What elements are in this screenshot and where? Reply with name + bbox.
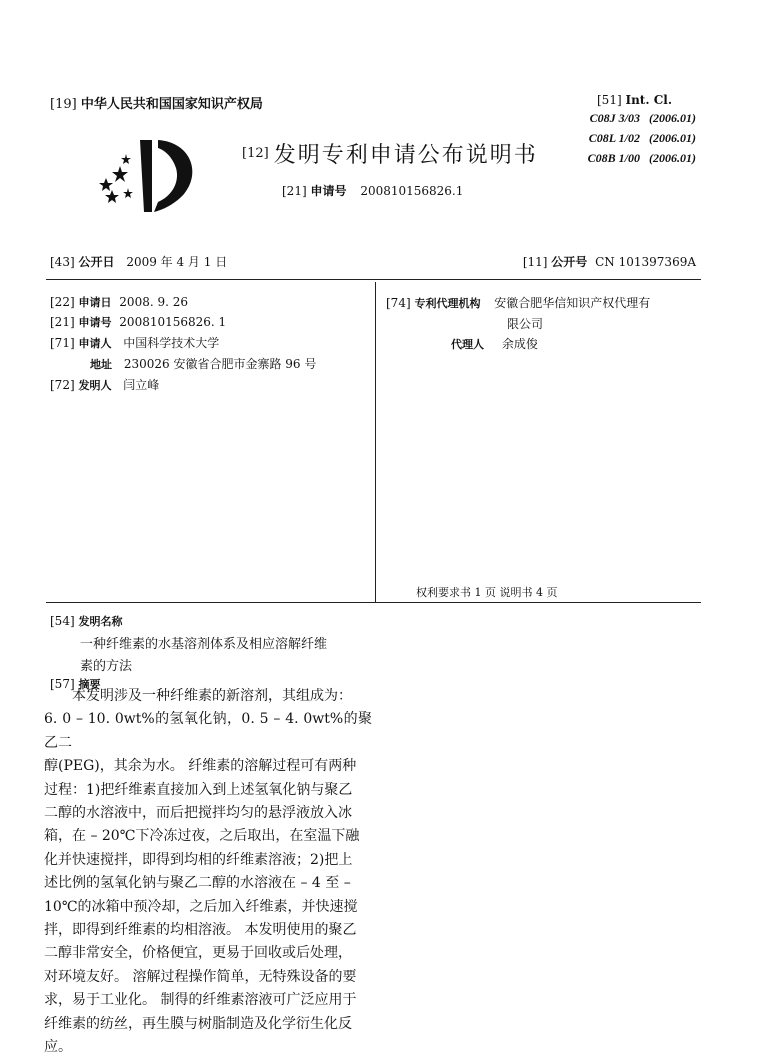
star-icon (99, 178, 113, 191)
ipc-class-2 (589, 131, 696, 146)
inid-74: [74] (386, 296, 411, 310)
address-label: 地址 (90, 358, 112, 371)
abstract-line: 纤维素的纺丝，再生膜与树脂制造及化学衍生化反 (44, 1015, 352, 1032)
pubdate-label: 公开日 (78, 255, 115, 269)
abstract-label: 摘要 (78, 678, 101, 691)
applicant-row (50, 334, 219, 351)
inid-43: [43] (50, 255, 75, 269)
agency-value-line1: 安徽合肥华信知识产权代理有 (494, 296, 651, 310)
inid-21: [21] (50, 315, 75, 329)
appno-label: 申请号 (78, 316, 112, 329)
inid-57: [57] (50, 677, 75, 691)
inid-72: [72] (50, 378, 75, 392)
inid-19: [19] (50, 97, 77, 112)
ipc-code: C08J 3/03 (589, 111, 640, 125)
pubno-label: 公开号 (551, 255, 588, 269)
pubdate-value: 2009 年 4 月 1 日 (126, 255, 228, 269)
invention-title-heading (50, 613, 122, 629)
appno-value-header: 200810156826.1 (360, 184, 464, 198)
sipo-logo (88, 132, 208, 222)
inid-71: [71] (50, 336, 75, 350)
abstract-line: 醇(PEG)，其余为水。 纤维素的溶解过程可有两种 (44, 758, 357, 775)
invention-title-line-2: 素的方法 (80, 659, 133, 674)
inventor-row (50, 376, 159, 393)
star-icon (105, 190, 119, 203)
invention-title-line-1: 一种纤维素的水基溶剂体系及相应溶解纤维 (80, 637, 328, 652)
middle-rule (46, 602, 701, 603)
agency-row (386, 294, 650, 311)
abstract-line: 6. 0 – 10. 0wt%的氢氧化钠，0. 5 – 4. 0wt%的聚乙二 (44, 711, 372, 751)
ipc-date: (2006.01) (649, 111, 696, 125)
agent-label: 代理人 (451, 338, 484, 351)
publication-number (523, 253, 696, 270)
star-icon (112, 166, 128, 182)
ipc-date: (2006.01) (649, 151, 696, 165)
inventor-value: 闫立峰 (123, 378, 160, 392)
inid-12: [12] (242, 146, 269, 161)
agency-label: 专利代理机构 (414, 297, 481, 310)
star-icon (121, 154, 131, 164)
abstract-line: 二醇的水溶液中，而后把搅拌均匀的悬浮液放入冰 (44, 805, 352, 822)
star-icon (123, 188, 133, 198)
patent-office-name: 中华人民共和国国家知识产权局 (80, 97, 263, 112)
abstract-line: 箱，在 – 20℃下冷冻过夜，之后取出，在室温下融 (44, 828, 360, 845)
applicant-value: 中国科学技术大学 (123, 336, 220, 350)
agent-value: 余成俊 (501, 337, 538, 351)
abstract-line: 二醇非常安全，价格便宜，更易于回收或后处理， (44, 945, 352, 962)
ipc-code: C08L 1/02 (588, 131, 640, 145)
ipc-code: C08B 1/00 (587, 151, 640, 165)
abstract-line: 求，易于工业化。 制得的纤维素溶液可广泛应用于 (44, 992, 357, 1009)
applicant-label: 申请人 (78, 337, 112, 350)
doc-title-block (242, 138, 538, 169)
appno-value: 200810156826. 1 (119, 315, 227, 329)
abstract-line: 拌，即得到纤维素的均相溶液。 本发明使用的聚乙 (44, 922, 357, 939)
filing-date-row (50, 294, 188, 310)
abstract-line: 对环境友好。 溶解过程操作简单，无特殊设备的要 (44, 968, 357, 985)
filing-date-value: 2008. 9. 26 (119, 295, 188, 309)
logo-emblem (140, 140, 192, 212)
top-rule (46, 279, 701, 280)
inid-22: [22] (50, 295, 75, 309)
invention-name-label: 发明名称 (78, 615, 123, 628)
document-title: 发明专利申请公布说明书 (273, 143, 538, 168)
application-number-header (282, 182, 463, 199)
inid-21-header: [21] (282, 184, 307, 198)
abstract-line: 应。 (44, 1039, 72, 1056)
inventor-label: 发明人 (78, 379, 112, 392)
abstract-line: 10℃的冰箱中预冷却，之后加入纤维素，并快速搅 (44, 898, 358, 915)
pubno-value: CN 101397369A (595, 255, 696, 269)
agent-row (451, 335, 538, 352)
abstract-line: 化并快速搅拌，即得到均相的纤维素溶液；2)把上 (44, 851, 353, 868)
ipc-date: (2006.01) (649, 131, 696, 145)
intcl-heading (597, 93, 672, 107)
abstract-line: 述比例的氢氧化钠与聚乙二醇的水溶液在 – 4 至 – (44, 875, 351, 892)
filing-date-label: 申请日 (78, 296, 112, 309)
abstract-text (44, 685, 372, 1060)
ipc-class-1 (590, 111, 696, 126)
inid-51: [51] (597, 93, 622, 107)
intcl-label: Int. Cl. (625, 93, 672, 107)
address-value: 230026 安徽省合肥市金寨路 96 号 (123, 357, 317, 371)
application-number-row (50, 314, 226, 330)
page-count: 权利要求书 1 页 说明书 4 页 (416, 586, 558, 599)
appno-label-header: 申请号 (310, 184, 347, 198)
inid-11: [11] (522, 255, 548, 269)
office-line (50, 93, 263, 112)
abstract-line: 过程：1)把纤维素直接加入到上述氢氧化钠与聚乙 (44, 781, 353, 798)
agency-value-line2: 限公司 (507, 317, 544, 331)
ipc-class-3 (588, 151, 696, 166)
publication-date (50, 253, 227, 270)
address-row (90, 355, 316, 372)
abstract-line: 本发明涉及一种纤维素的新溶剂，其组成为： (44, 688, 352, 704)
column-divider (375, 282, 376, 602)
inid-54: [54] (50, 614, 75, 628)
